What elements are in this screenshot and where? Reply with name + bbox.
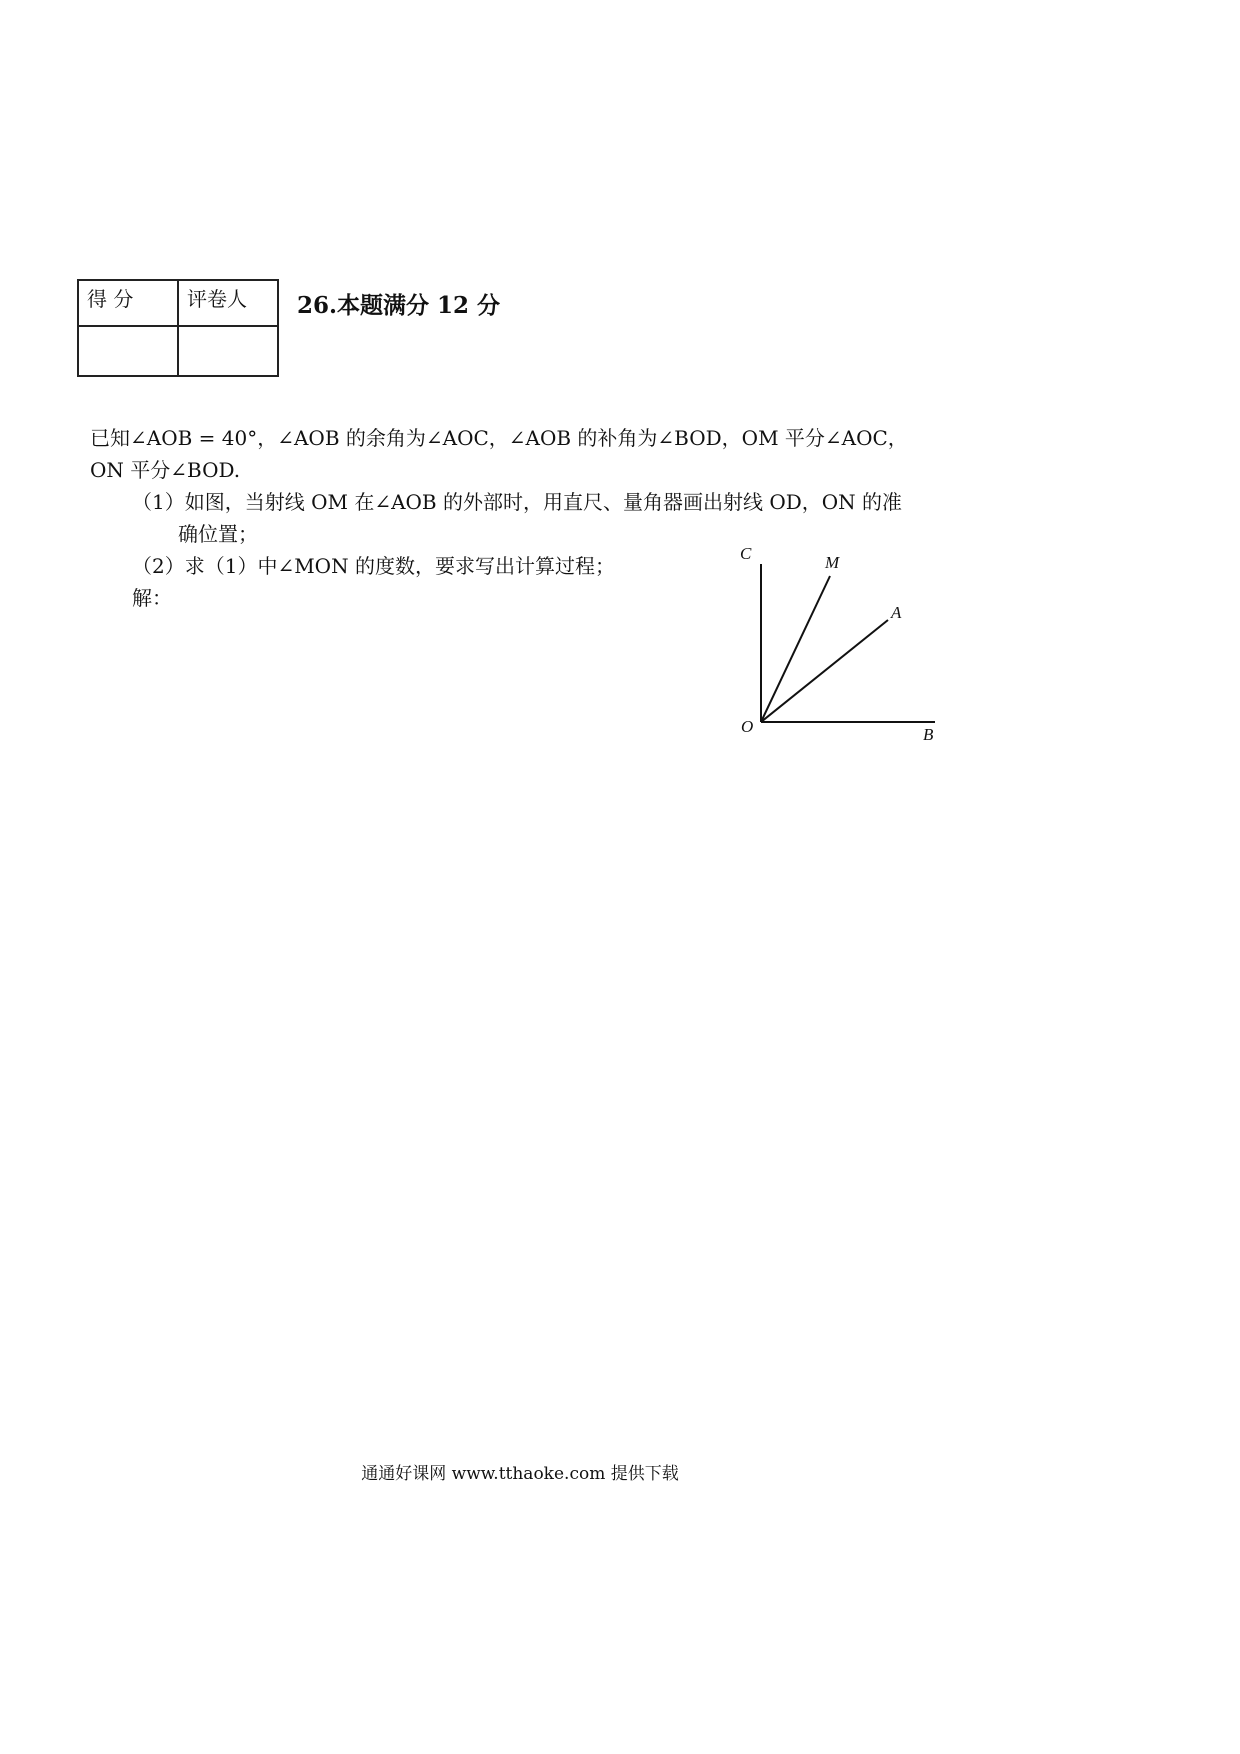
footer-source: 通通好课网 www.tthaoke.com 提供下载 <box>361 1464 679 1484</box>
score-input-cell[interactable] <box>78 326 178 376</box>
ray-oa <box>761 620 888 722</box>
label-b: B <box>923 725 934 744</box>
part-1-line-1: （1）如图，当射线 OM 在∠AOB 的外部时，用直尺、量角器画出射线 OD，ON 的准 <box>132 490 903 514</box>
angle-figure <box>728 534 948 749</box>
ray-om <box>761 576 830 722</box>
problem-intro-line-2: ON 平分∠BOD. <box>90 458 241 482</box>
answer-label: 解： <box>132 586 172 610</box>
label-c: C <box>740 544 752 563</box>
label-m: M <box>825 553 840 572</box>
grader-header-cell: 评卷人 <box>178 280 278 326</box>
label-o: O <box>741 717 754 736</box>
part-1-line-2: 确位置； <box>178 522 258 546</box>
score-header-cell: 得 分 <box>78 280 178 326</box>
problem-heading: 26.本题满分 12 分 <box>297 292 501 319</box>
label-a: A <box>891 603 902 622</box>
part-2: （2）求（1）中∠MON 的度数，要求写出计算过程； <box>132 554 615 578</box>
score-table <box>77 279 279 377</box>
score-table-header-row <box>78 280 278 326</box>
grader-input-cell[interactable] <box>178 326 278 376</box>
problem-intro-line-1: 已知∠AOB = 40°，∠AOB 的余角为∠AOC，∠AOB 的补角为∠BOD，OM 平分∠AOC， <box>90 426 908 450</box>
score-table-blank-row <box>78 326 278 376</box>
